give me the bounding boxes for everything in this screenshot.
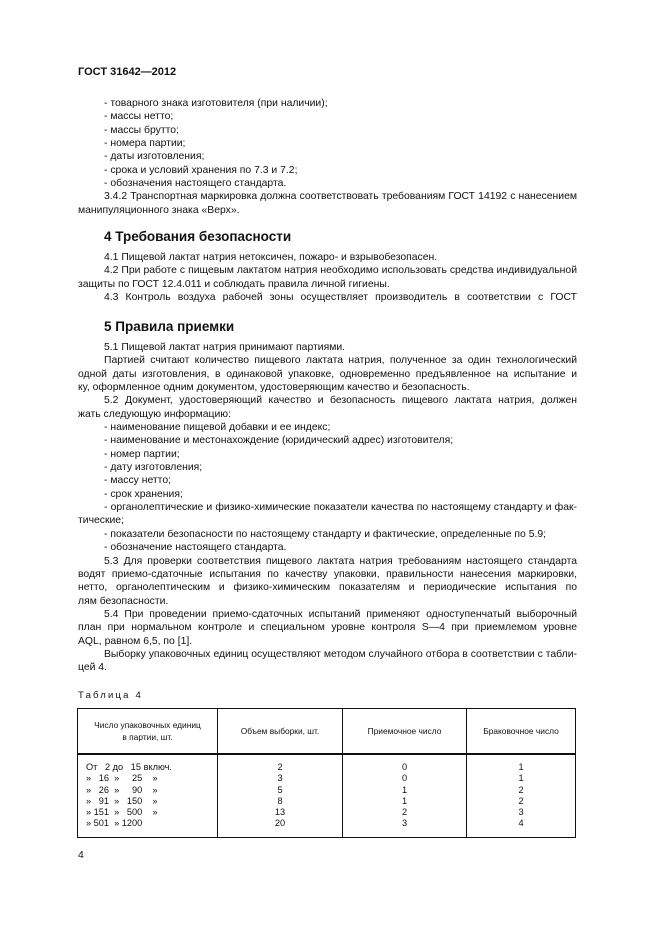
paragraph-line: жать следующую информацию:: [78, 408, 231, 420]
sampling-table: [77, 708, 576, 838]
sample-size-cell: 2 3 5 8 13 20: [218, 754, 343, 837]
list-item: - массу нетто;: [104, 475, 171, 487]
paragraph-line: одной даты изготовления, в одинаковой упаковке, одновременно предъявленное на испытание и: [78, 368, 577, 380]
lot-size-cell: От 2 до 15 включ. » 16 » 25 » » 26 » 90 » » 91 » 150 » » 151 » 500 » » 501 » 1200: [78, 754, 218, 837]
section-5: [78, 317, 577, 675]
list-item: - даты изготовления;: [104, 151, 205, 163]
list-item: - наименование пищевой добавки и ее индекс;: [104, 422, 331, 434]
list-item: - обозначения настоящего стандарта.: [104, 178, 287, 190]
paragraph-line: Партией считают количество пищевого лактата натрия, полученное за один технологический: [104, 355, 577, 367]
paragraph-line: нетто, органолептическим и физико-химическим показателям и периодические испытания по: [78, 582, 577, 594]
paragraph-line: 5.4 При проведении приемо-сдаточных испытаний применяют одноступенчатый выборочный: [104, 608, 577, 620]
paragraph-line: манипуляционного знака «Верх».: [78, 204, 240, 216]
acceptance-number-cell: 0 0 1 1 2 3: [343, 754, 467, 837]
rejection-number-cell: 1 1 2 2 3 4: [467, 754, 576, 837]
document-header: ГОСТ 31642—2012: [78, 66, 177, 78]
list-item: - показатели безопасности по настоящему стандарту и фактические, определенные по 5.9;: [104, 528, 547, 540]
paragraph-line: 3.4.2 Транспортная маркировка должна соответствовать требованиям ГОСТ 14192 с нанесением: [104, 191, 577, 203]
table-caption: Таблица 4: [78, 690, 143, 701]
list-item: - товарного знака изготовителя (при наличии);: [104, 98, 328, 109]
paragraph-line: водят приемо-сдаточные испытания по качеству упаковки, правильности нанесения маркировки,: [78, 568, 577, 580]
paragraph-line: лям безопасности.: [78, 595, 169, 607]
paragraph-line: 4.2 При работе с пищевым лактатом натрия необходимо использовать средства индивидуальной: [104, 265, 577, 277]
list-item: - дату изготовления;: [104, 462, 203, 474]
paragraph-line: ку, оформленное одним документом, удостоверяющим качество и безопасность.: [78, 382, 470, 394]
page-number: 4: [78, 850, 84, 861]
paragraph-line: 5.3 Для проверки соответствия пищевого лактата натрия требованиям настоящего стандарта: [104, 555, 577, 567]
list-item: - срок хранения;: [104, 488, 183, 500]
table-row: [78, 754, 576, 837]
paragraph-line: AQL, равном 6,5, по [1].: [78, 635, 193, 647]
column-header: Число упаковочных единиц в партии, шт.: [78, 709, 218, 755]
section-heading: 4 Требования безопасности: [104, 229, 292, 244]
paragraph-line: цей 4.: [78, 662, 107, 674]
column-header: Приемочное число: [343, 709, 467, 755]
list-item: тические;: [78, 515, 124, 527]
paragraph-line: 4.3 Контроль воздуха рабочей зоны осуществляет производитель в соответствии с ГОСТ: [104, 292, 577, 304]
table-header-row: [78, 709, 576, 755]
marking-list: [78, 97, 577, 217]
section-4: [78, 227, 577, 304]
list-item: - органолептические и физико-химические показатели качества по настоящему стандарту и фак-: [104, 502, 577, 514]
column-header: Объем выборки, шт.: [218, 709, 343, 755]
paragraph-line: 4.1 Пищевой лактат натрия нетоксичен, пожаро- и взрывобезопасен.: [104, 252, 438, 263]
column-header: Браковочное число: [467, 709, 576, 755]
list-item: - массы нетто;: [104, 111, 174, 123]
list-item: - массы брутто;: [104, 124, 179, 136]
paragraph-line: 5.1 Пищевой лактат натрия принимают партиями.: [104, 342, 346, 353]
paragraph-line: Выборку упаковочных единиц осуществляют методом случайного отбора в соответствии с табли-: [104, 648, 577, 660]
section-heading: 5 Правила приемки: [104, 319, 235, 334]
paragraph-line: план при нормальном контроле и специальном уровне контроля S—4 при приемлемом уровне: [78, 622, 577, 634]
list-item: - срока и условий хранения по 7.3 и 7.2;: [104, 164, 298, 176]
list-item: - номер партии;: [104, 448, 180, 460]
list-item: - наименование и местонахождение (юридический адрес) изготовителя;: [104, 435, 454, 447]
list-item: - номера партии;: [104, 138, 186, 150]
paragraph-line: 5.2 Документ, удостоверяющий качество и безопасность пищевого лактата натрия, должен: [104, 395, 577, 407]
paragraph-line: защиты по ГОСТ 12.4.011 и соблюдать правила личной гигиены.: [78, 278, 390, 290]
list-item: - обозначение настоящего стандарта.: [104, 542, 287, 554]
